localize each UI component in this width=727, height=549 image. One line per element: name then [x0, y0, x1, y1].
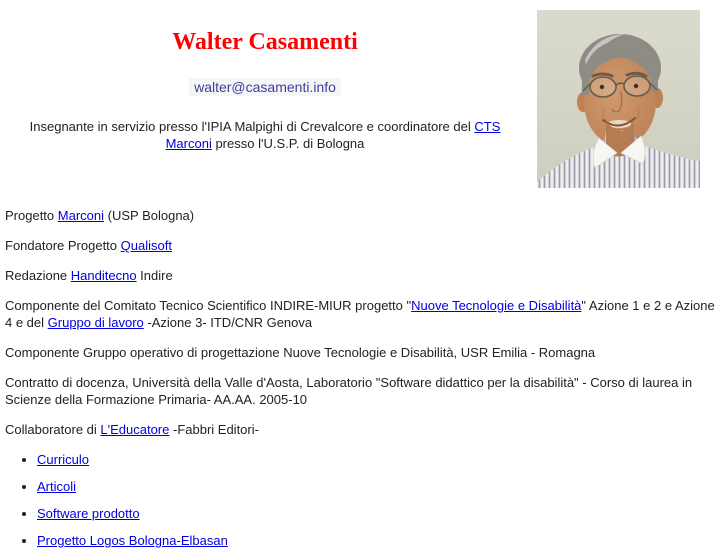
paragraph-gruppo-operativo: Componente Gruppo operativo di progettazione Nuove Tecnologie e Disabilità, USR Emilia - Romagna — [5, 345, 596, 360]
software-prodotto-link[interactable]: Software prodotto — [37, 506, 140, 521]
text-segment: Componente del Comitato Tecnico Scientifico INDIRE-MIUR progetto " — [5, 298, 412, 313]
progetto-logos-link[interactable]: Progetto Logos Bologna-Elbasan — [37, 533, 228, 548]
portrait-photo — [537, 10, 700, 188]
handitecno-link[interactable]: Handitecno — [70, 268, 137, 283]
text-segment: -Azione 3- ITD/CNR Genova — [143, 315, 313, 330]
articoli-link[interactable]: Articoli — [37, 479, 77, 494]
text-segment: Collaboratore di — [5, 422, 101, 437]
paragraph-progetto-marconi — [5, 207, 722, 224]
page-title: Walter Casamenti — [172, 29, 358, 55]
paragraph-redazione — [5, 267, 722, 284]
educatore-link[interactable]: L'Educatore — [100, 422, 170, 437]
text-segment: " Azione 1 e 2 e Azione 4 e del — [5, 298, 715, 330]
paragraph-contratto: Contratto di docenza, Università della Valle d'Aosta, Laboratorio "Software didattico per la disabilità" - Corso di laurea in Scienze della Formazione Primaria- AA.AA. 2005-10 — [5, 375, 693, 407]
paragraph-fondatore — [5, 237, 722, 254]
intro-text-after: presso l'U.S.P. di Bologna — [211, 136, 365, 151]
gruppo-di-lavoro-link[interactable]: Gruppo di lavoro — [47, 315, 144, 330]
curriculo-link[interactable]: Curriculo — [37, 452, 90, 467]
portrait-photo-illustration — [537, 10, 700, 188]
marconi-link[interactable]: Marconi — [57, 208, 105, 223]
text-segment: Progetto — [5, 208, 58, 223]
paragraph-collaboratore — [5, 421, 722, 438]
list-item — [37, 451, 722, 468]
email-link[interactable]: walter@casamenti.info — [189, 78, 341, 96]
list-item — [37, 505, 722, 522]
text-segment: Fondatore Progetto — [5, 238, 121, 253]
paragraph-comitato — [5, 297, 722, 331]
cts-marconi-link[interactable]: CTS Marconi — [165, 119, 501, 151]
text-segment: Indire — [136, 268, 173, 283]
text-segment: -Fabbri Editori- — [169, 422, 259, 437]
qualisoft-link[interactable]: Qualisoft — [120, 238, 172, 253]
list-item — [37, 478, 722, 495]
text-segment: (USP Bologna) — [104, 208, 195, 223]
text-segment: Redazione — [5, 268, 71, 283]
links-list — [5, 451, 722, 549]
nuove-tecnologie-link[interactable]: Nuove Tecnologie e Disabilità — [411, 298, 582, 313]
list-item — [37, 532, 722, 549]
intro-text-before: Insegnante in servizio presso l'IPIA Malpighi di Crevalcore e coordinatore del — [29, 119, 475, 134]
